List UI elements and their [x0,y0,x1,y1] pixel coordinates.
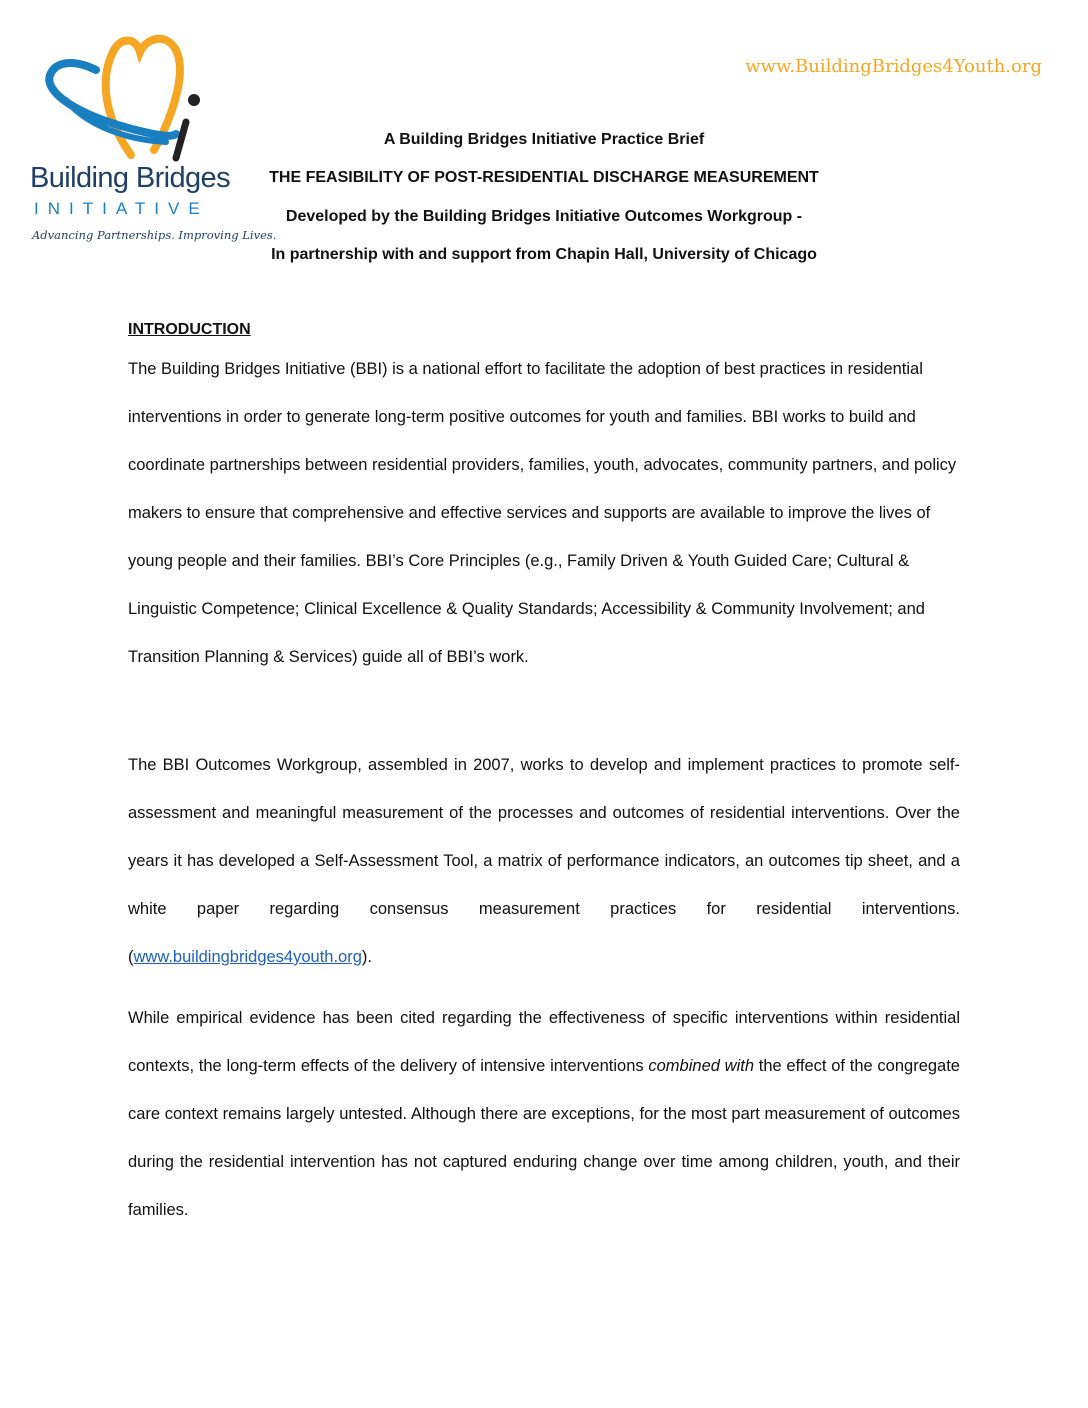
intro-paragraph-2 [128,741,960,981]
paragraph-2-end: ). [361,948,372,966]
section-heading: INTRODUCTION [128,321,251,338]
partnership-line: In partnership with and support from Chapin Hall, University of Chicago [271,246,817,263]
logo-tagline: Advancing Partnerships. Improving Lives. [32,228,277,242]
website-url: www.BuildingBridges4Youth.org [745,56,1042,77]
paragraph-2-text: The BBI Outcomes Workgroup, assembled in 2007, works to develop and implement practices to promote self-assessment and meaningful measurement of the processes and outcomes of residential interventions. Over the years it has developed a Self-Assessment Tool, a matrix of performance indicators, an outcomes tip sheet, and a white paper regarding consensus measurement practices for residential interventions. ( [128,756,960,966]
website-link[interactable]: www.buildingbridges4youth.org [133,948,362,966]
intro-paragraph-1: The Building Bridges Initiative (BBI) is a national effort to facilitate the adoption of best practices in residential interventions in order to generate long-term positive outcomes for youth and families. BBI works to build and coordinate partnerships between residential providers, families, youth, advocates, community partners, and policy makers to ensure that comprehensive and effective services and supports are available to improve the lives of young people and their families. BBI’s Core Principles (e.g., Family Driven & Youth Guided Care; Cultural & Linguistic Competence; Clinical Excellence & Quality Standards; Accessibility & Community Involvement; and Transition Planning & Services) guide all of BBI’s work. [128,360,957,666]
butterfly-logo-icon [36,30,216,170]
paragraph-3-before: While empirical evidence has been cited regarding the effectiveness of specific interventions within residential contexts, the long-term effects of the delivery of intensive interventions [128,1009,960,1075]
paragraph-3-after: the effect of the congregate care context remains largely untested. Although there are exceptions, for the most part measurement of outcomes during the residential intervention has not captured enduring change over time among children, youth, and their families. [128,1057,960,1219]
logo-title: Building Bridges [30,162,230,194]
paragraph-3-emphasis: combined with [648,1057,755,1075]
developed-by: Developed by the Building Bridges Initiative Outcomes Workgroup - [285,208,803,225]
document-title: THE FEASIBILITY OF POST-RESIDENTIAL DISCHARGE MEASUREMENT [269,169,819,186]
logo-subtitle: INITIATIVE [34,199,209,218]
intro-paragraph-3 [128,994,960,1234]
brief-type: A Building Bridges Initiative Practice Brief [383,131,705,148]
